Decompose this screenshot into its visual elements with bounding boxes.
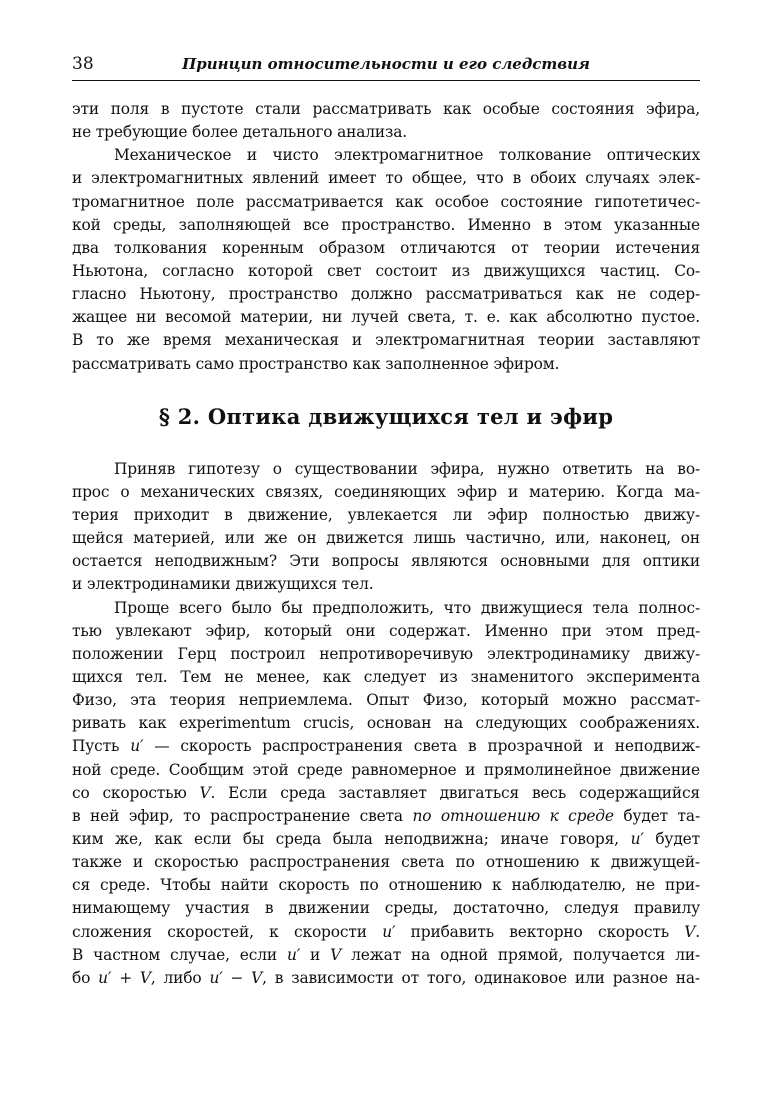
text-line: не требующие более детального анализа. [72,123,408,142]
text-line: два толкования коренным образом отличаются от теории истечения [72,238,700,257]
text-line [72,735,700,758]
text-run: сложения скоростей, к скорости [72,922,383,941]
text-line: В то же время механическая и электромагнитная теории заставляют [72,331,700,350]
text-run: . [695,922,700,941]
text-run: лежат на одной прямой, получается ли- [341,945,701,964]
math-symbol: V [330,945,342,964]
text-line: и электродинамики движущихся тел. [72,575,374,594]
math-symbol: u′ [630,829,644,848]
running-head [72,52,700,81]
text-line: тью увлекают эфир, который они содержат. Именно при этом пред- [72,621,700,640]
math-symbol: u′ [286,945,301,964]
page-number: 38 [72,54,94,74]
text-line: тромагнитное поле рассматривается как особое состояние гипотетичес- [72,192,700,211]
text-line [72,921,700,944]
text-run: , либо [150,968,210,987]
text-line [72,828,700,851]
text-line: Ньютона, согласно которой свет состоит из движущихся частиц. Со- [72,261,700,280]
math-symbol: u′ [382,922,396,941]
text-line [72,782,700,805]
text-line: ривать как experimentum crucis, основан на следующих соображениях. [72,714,700,733]
text-line: остается неподвижным? Эти вопросы являются основными для оптики [72,552,700,571]
text-line: Проще всего было бы предположить, что движущиеся тела полнос- [114,598,700,617]
text-run: будет [643,829,700,848]
text-line: Физо, эта теория неприемлема. Опыт Физо, который можно рассмат- [72,691,700,710]
text-line [72,805,700,828]
text-line: рассматривать само пространство как заполненное эфиром. [72,354,560,373]
text-line: эти поля в пустоте стали рассматривать как особые состояния эфира, [72,100,700,118]
text-run: и [300,945,331,964]
text-line: положении Герц построил непротиворечивую электродинамику движу- [72,644,700,663]
text-line: нимающему участия в движении среды, достаточно, следуя правилу [72,899,700,918]
text-line: щихся тел. Тем не менее, как следует из знаменитого эксперимента [72,667,700,686]
paragraph-3 [72,458,700,597]
text-line: Приняв гипотезу о существовании эфира, нужно ответить на во- [114,459,700,478]
text-line [72,944,700,967]
text-line: прос о механических связях, соединяющих эфир и материю. Когда ма- [72,482,700,501]
math-symbol: V [199,783,211,802]
math-expression: u′ − V [209,968,263,987]
text-line: терия приходит в движение, увлекается ли эфир полностью движу- [72,505,700,524]
text-run: прибавить векторно скорость [395,922,685,941]
text-line: также и скоростью распространения света по отношению к движущей- [72,853,700,872]
paragraph-2 [72,144,700,375]
text-line: и электромагнитных явлений имеет то общее, что в обоих случаях элек- [72,169,700,188]
text-line: гласно Ньютону, пространство должно рассматриваться как не содер- [72,285,700,304]
section-heading: § 2. Оптика движущихся тел и эфир [158,403,614,429]
math-symbol: u′ [130,737,144,756]
text-line: Механическое и чисто электромагнитное толкование оптических [114,146,700,165]
paragraph-1 [72,98,700,144]
math-symbol: V [684,922,696,941]
text-line: ся среде. Чтобы найти скорость по отношению к наблюдателю, не при- [72,876,700,895]
text-run: со скоростью [72,783,200,802]
text-line: жащее ни весомой материи, ни лучей света, т. е. как абсолютно пустое. [72,308,700,327]
text-run: В частном случае, если [72,945,287,964]
text-line: щейся материей, или же он движется лишь частично, или, наконец, он [72,529,700,548]
text-run: будет та- [613,806,700,825]
text-line [72,967,700,990]
text-run: ким же, как если бы среда была неподвижна; иначе говоря, [72,829,631,848]
running-title: Принцип относительности и его следствия [182,55,590,73]
text-run: , в зависимости от того, одинаковое или разное на- [262,968,700,987]
text-line: ной среде. Сообщим этой среде равномерное и прямолинейное движение [72,760,700,779]
text-run: в ней эфир, то распространение света [72,806,403,825]
text-run: бо [72,968,99,987]
text-run: — скорость распространения света в прозрачной и неподвиж- [143,737,701,756]
text-line: кой среды, заполняющей все пространство. Именно в этом указанные [72,215,700,234]
text-run: . Если среда заставляет двигаться весь содержащийся [210,783,700,802]
paragraph-4 [72,597,700,990]
emphasis-text: по отношению к среде [412,806,614,825]
math-expression: u′ + V [98,968,151,987]
page-body [72,98,700,990]
text-run: Пусть [72,737,131,756]
